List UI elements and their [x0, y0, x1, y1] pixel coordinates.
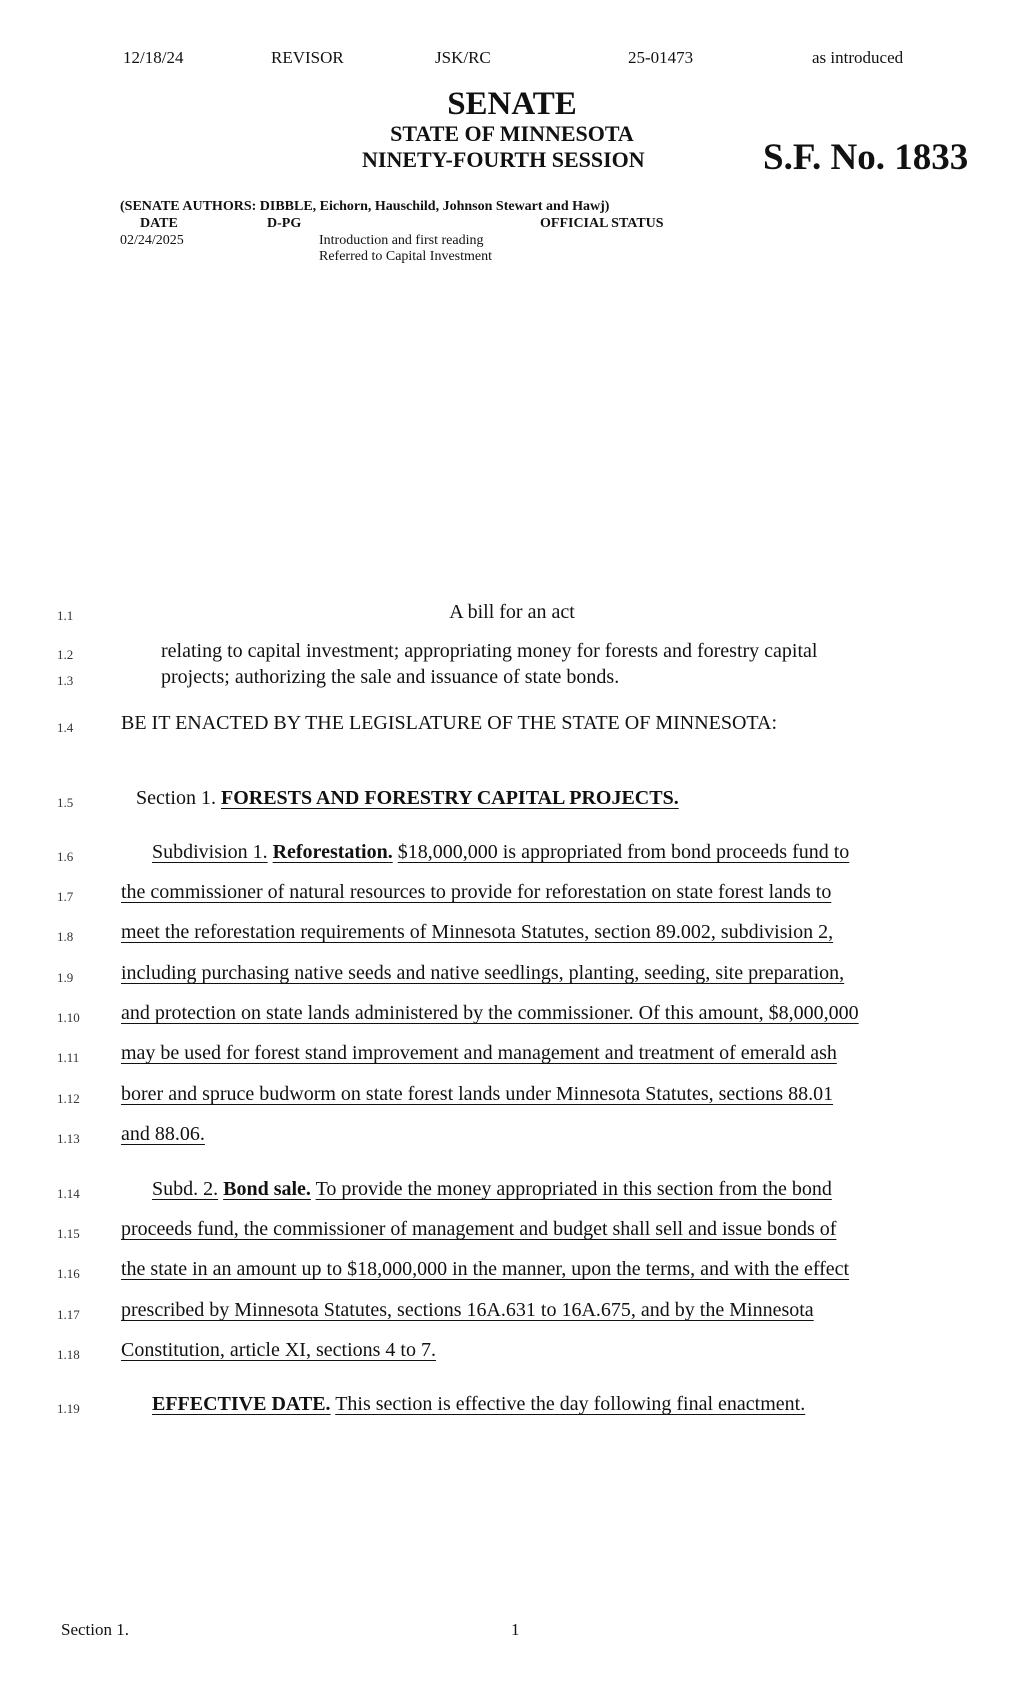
line-number: 1.17: [57, 1307, 80, 1322]
bill-text: $18,000,000 is appropriated from bond proceeds fund to: [397, 841, 850, 863]
header-revisor: REVISOR: [271, 48, 344, 67]
line-number: 1.4: [57, 720, 74, 735]
header-date: 12/18/24: [123, 48, 184, 67]
line-number: 1.16: [57, 1266, 80, 1281]
enacting-clause: BE IT ENACTED BY THE LEGISLATURE OF THE STATE OF MINNESOTA:: [121, 712, 778, 734]
line-number: 1.10: [57, 1010, 80, 1025]
section-title: FORESTS AND FORESTRY CAPITAL PROJECTS.: [221, 787, 679, 809]
bill-act-title: A bill for an act: [449, 601, 575, 623]
status-col-date: DATE: [140, 216, 178, 231]
line-number: 1.3: [57, 673, 74, 688]
bill-text-line: and 88.06.: [121, 1123, 205, 1145]
effective-date-heading: EFFECTIVE DATE.: [152, 1393, 331, 1415]
line-number: 1.11: [57, 1050, 80, 1065]
status-row-action-1: Introduction and first reading: [319, 233, 484, 248]
line-number: 1.7: [57, 889, 74, 904]
line-number: 1.8: [57, 929, 74, 944]
subdivision-heading: [152, 841, 849, 864]
line-number: 1.19: [57, 1401, 80, 1416]
line-number: 1.2: [57, 647, 74, 662]
effective-date-clause: [152, 1393, 805, 1416]
subdivision-title: Reforestation.: [272, 841, 393, 863]
line-number: 1.18: [57, 1347, 80, 1362]
subdivision-label: Subd. 2.: [152, 1178, 219, 1200]
section-heading: [136, 787, 679, 810]
bill-text-line: borer and spruce budworm on state forest lands under Minnesota Statutes, sections 88.01: [121, 1083, 834, 1105]
bill-text: To provide the money appropriated in this section from the bond: [315, 1178, 832, 1200]
line-number: 1.12: [57, 1091, 80, 1106]
bill-text-line: the commissioner of natural resources to provide for reforestation on state forest lands to: [121, 881, 832, 903]
status-row-action-2: Referred to Capital Investment: [319, 249, 492, 264]
subdivision-label: Subdivision 1.: [152, 841, 268, 863]
bill-text-line: proceeds fund, the commissioner of management and budget shall sell and issue bonds of: [121, 1218, 837, 1240]
header-doc-id: 25-01473: [628, 48, 694, 67]
title-line: projects; authorizing the sale and issuance of state bonds.: [161, 666, 620, 688]
line-number: 1.5: [57, 795, 74, 810]
chamber-title: SENATE: [447, 86, 577, 122]
state-title: STATE OF MINNESOTA: [390, 121, 634, 146]
senate-authors: (SENATE AUTHORS: DIBBLE, Eichorn, Hauschild, Johnson Stewart and Hawj): [120, 199, 610, 214]
line-number: 1.6: [57, 849, 74, 864]
title-line: relating to capital investment; appropriating money for forests and forestry capital: [161, 640, 818, 662]
subdivision-title: Bond sale.: [223, 1178, 311, 1200]
header-version: as introduced: [812, 48, 904, 67]
bill-text-line: meet the reforestation requirements of Minnesota Statutes, section 89.002, subdivision 2,: [121, 921, 834, 943]
bill-text-line: and protection on state lands administered by the commissioner. Of this amount, $8,000,000: [121, 1002, 859, 1024]
line-number: 1.1: [57, 608, 74, 623]
subdivision-heading: [152, 1178, 832, 1201]
line-number: 1.13: [57, 1131, 80, 1146]
bill-text-line: the state in an amount up to $18,000,000 in the manner, upon the terms, and with the effect: [121, 1258, 850, 1280]
section-label: Section 1.: [136, 787, 221, 809]
line-number: 1.15: [57, 1226, 80, 1241]
bill-text-line: Constitution, article XI, sections 4 to 7.: [121, 1339, 436, 1361]
line-number: 1.9: [57, 970, 74, 985]
footer-section: Section 1.: [61, 1620, 129, 1639]
bill-text-line: prescribed by Minnesota Statutes, sections 16A.631 to 16A.675, and by the Minnesota: [121, 1299, 814, 1321]
page-number: 1: [511, 1620, 520, 1639]
bill-number: S.F. No. 1833: [763, 137, 969, 178]
bill-text-line: including purchasing native seeds and native seedlings, planting, seeding, site preparation,: [121, 962, 845, 984]
session-title: NINETY-FOURTH SESSION: [362, 147, 645, 172]
bill-text: This section is effective the day following final enactment.: [335, 1393, 806, 1415]
header-drafter: JSK/RC: [435, 48, 491, 67]
line-number: 1.14: [57, 1186, 80, 1201]
bill-text-line: may be used for forest stand improvement and management and treatment of emerald ash: [121, 1042, 837, 1064]
status-col-official: OFFICIAL STATUS: [540, 216, 664, 231]
status-col-dpg: D-PG: [267, 216, 302, 231]
status-row-date: 02/24/2025: [120, 233, 184, 248]
